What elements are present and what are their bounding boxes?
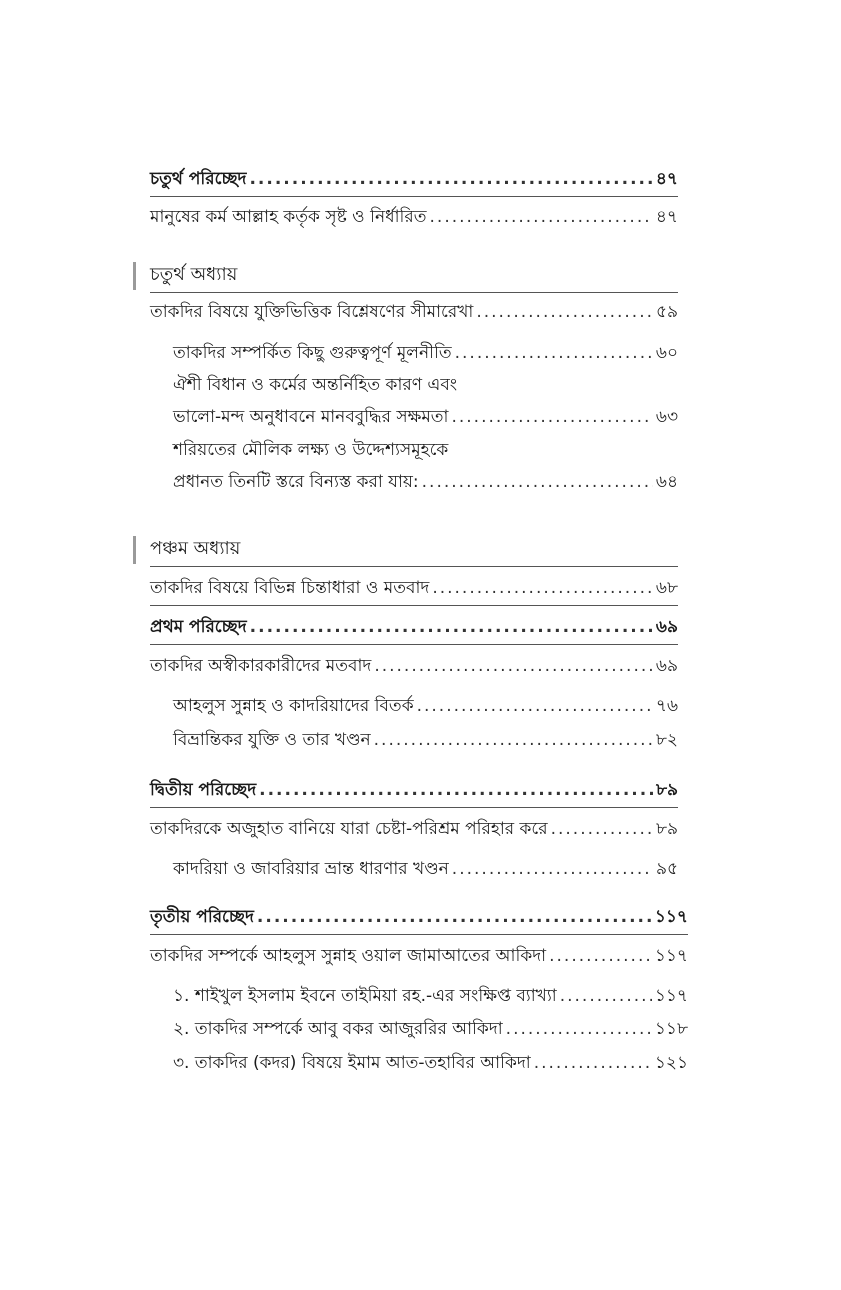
leader-dots [476, 299, 653, 325]
toc-label: তাকদির বিষয়ে বিভিন্ন চিন্তাধারা ও মতবাদ [150, 578, 430, 598]
toc-subitem[interactable] [173, 404, 678, 430]
toc-page: ১১৭ [654, 986, 688, 1006]
toc-label: আহলুস সুন্নাহ ও কাদরিয়াদের বিতর্ক [173, 696, 414, 716]
toc-item[interactable] [150, 816, 678, 842]
toc-chapter-4th-paricched[interactable] [150, 166, 678, 192]
toc-label: তৃতীয় পরিচ্ছেদ [150, 907, 254, 927]
divider [150, 566, 678, 567]
toc-subitem[interactable] [173, 693, 678, 719]
toc-page: ১১৭ [654, 946, 688, 966]
leader-dots [430, 204, 653, 230]
toc-label: কাদরিয়া ও জাবরিয়ার ভ্রান্ত ধারণার খণ্ডন [173, 859, 449, 879]
toc-chapter-prothom-paricched[interactable] [150, 614, 678, 640]
toc-label: মানুষের কর্ম আল্লাহ কর্তৃক সৃষ্ট ও নির্ধারিত [150, 207, 427, 227]
toc-subitem[interactable] [173, 983, 688, 1009]
section-marker [133, 262, 136, 290]
toc-page: ৪৭ [655, 207, 678, 227]
leader-dots [506, 1016, 652, 1042]
toc-label: প্রথম পরিচ্ছেদ [150, 617, 247, 637]
toc-page: ৯৫ [655, 859, 678, 879]
toc-item[interactable] [150, 575, 678, 601]
divider [150, 605, 678, 606]
toc-label: ভালো-মন্দ অনুধাবনে মানববুদ্ধির সক্ষমতা [173, 407, 449, 427]
leader-dots [451, 404, 652, 430]
toc-page: ৬৩ [655, 407, 678, 427]
toc-label: তাকদির অস্বীকারকারীদের মতবাদ [150, 656, 372, 676]
leader-dots [452, 856, 653, 882]
toc-page: ৫৯ [655, 302, 678, 322]
leader-dots [551, 816, 653, 842]
leader-dots [560, 983, 652, 1009]
toc-page: ৬৪ [655, 472, 678, 492]
leader-dots [257, 904, 652, 930]
leader-dots [249, 166, 652, 192]
divider [150, 934, 688, 935]
leader-dots [374, 653, 653, 679]
toc-item[interactable] [150, 943, 688, 969]
leader-dots [422, 469, 653, 495]
toc-label: ৩. তাকদির (কদর) বিষয়ে ইমাম আত-তহাবির আকিদা [173, 1053, 531, 1073]
toc-page: ১১৭ [654, 907, 688, 927]
leader-dots [455, 340, 653, 366]
toc-label: তাকদির সম্পর্কে আহলুস সুন্নাহ ওয়াল জামাআতের আকিদা [150, 946, 547, 966]
toc-subitem[interactable] [173, 469, 678, 495]
toc-item[interactable] [150, 204, 678, 230]
toc-subitem[interactable] [173, 1050, 688, 1076]
divider [150, 644, 678, 645]
divider [150, 196, 678, 197]
toc-page: ৮৯ [655, 780, 678, 800]
toc-chapter-dwitiyo-paricched[interactable] [150, 777, 678, 803]
toc-label: ১. শাইখুল ইসলাম ইবনে তাইমিয়া রহ.-এর সংক্ষিপ্ত ব্যাখ্যা [173, 986, 557, 1006]
section-heading-4th-adhyay: চতুর্থ অধ্যায় [150, 264, 238, 285]
toc-page: ৬০ [655, 343, 678, 363]
section-heading-5th-adhyay: পঞ্চম অধ্যায় [150, 538, 241, 559]
toc-subitem[interactable] [173, 1016, 688, 1042]
toc-page: ১২১ [654, 1053, 688, 1073]
toc-label: দ্বিতীয় পরিচ্ছেদ [150, 780, 257, 800]
leader-dots [374, 727, 653, 753]
toc-subitem-line: ঐশী বিধান ও কর্মের অন্তর্নিহিত কারণ এবং [173, 375, 458, 395]
toc-page: ৬৮ [655, 578, 678, 598]
toc-chapter-tritiyo-paricched[interactable] [150, 904, 688, 930]
toc-subitem[interactable] [173, 340, 678, 366]
toc-page: ৮২ [655, 730, 678, 750]
divider [150, 292, 678, 293]
toc-page: ৬৯ [655, 617, 678, 637]
toc-subitem-line: শরিয়তের মৌলিক লক্ষ্য ও উদ্দেশ্যসমূহকে [173, 440, 449, 460]
toc-subitem[interactable] [173, 856, 678, 882]
toc-label: প্রধানত তিনটি স্তরে বিন্যস্ত করা যায়: [173, 472, 419, 492]
toc-label: ২. তাকদির সম্পর্কে আবু বকর আজুররির আকিদা [173, 1019, 503, 1039]
toc-page: ৭৬ [655, 696, 678, 716]
toc-label: তাকদির সম্পর্কিত কিছু গুরুত্বপূর্ণ মূলনীতি [173, 343, 452, 363]
toc-item[interactable] [150, 653, 678, 679]
section-marker [133, 536, 136, 564]
toc-page: ৪৭ [655, 169, 678, 189]
leader-dots [534, 1050, 652, 1076]
leader-dots [259, 777, 653, 803]
toc-page: ৮৯ [655, 819, 678, 839]
leader-dots [250, 614, 653, 640]
toc-item[interactable] [150, 299, 678, 325]
toc-label: চতুর্থ পরিচ্ছেদ [150, 169, 247, 189]
divider [150, 807, 678, 808]
toc-label: বিভ্রান্তিকর যুক্তি ও তার খণ্ডন [173, 730, 371, 750]
toc-label: তাকদিরকে অজুহাত বানিয়ে যারা চেষ্টা-পরিশ্রম পরিহার করে [150, 819, 548, 839]
leader-dots [432, 575, 653, 601]
toc-label: তাকদির বিষয়ে যুক্তিভিত্তিক বিশ্লেষণের সীমারেখা [150, 302, 474, 322]
toc-subitem[interactable] [173, 727, 678, 753]
toc-page: ৬৯ [655, 656, 678, 676]
toc-page: ১১৮ [654, 1019, 688, 1039]
leader-dots [417, 693, 653, 719]
leader-dots [549, 943, 652, 969]
